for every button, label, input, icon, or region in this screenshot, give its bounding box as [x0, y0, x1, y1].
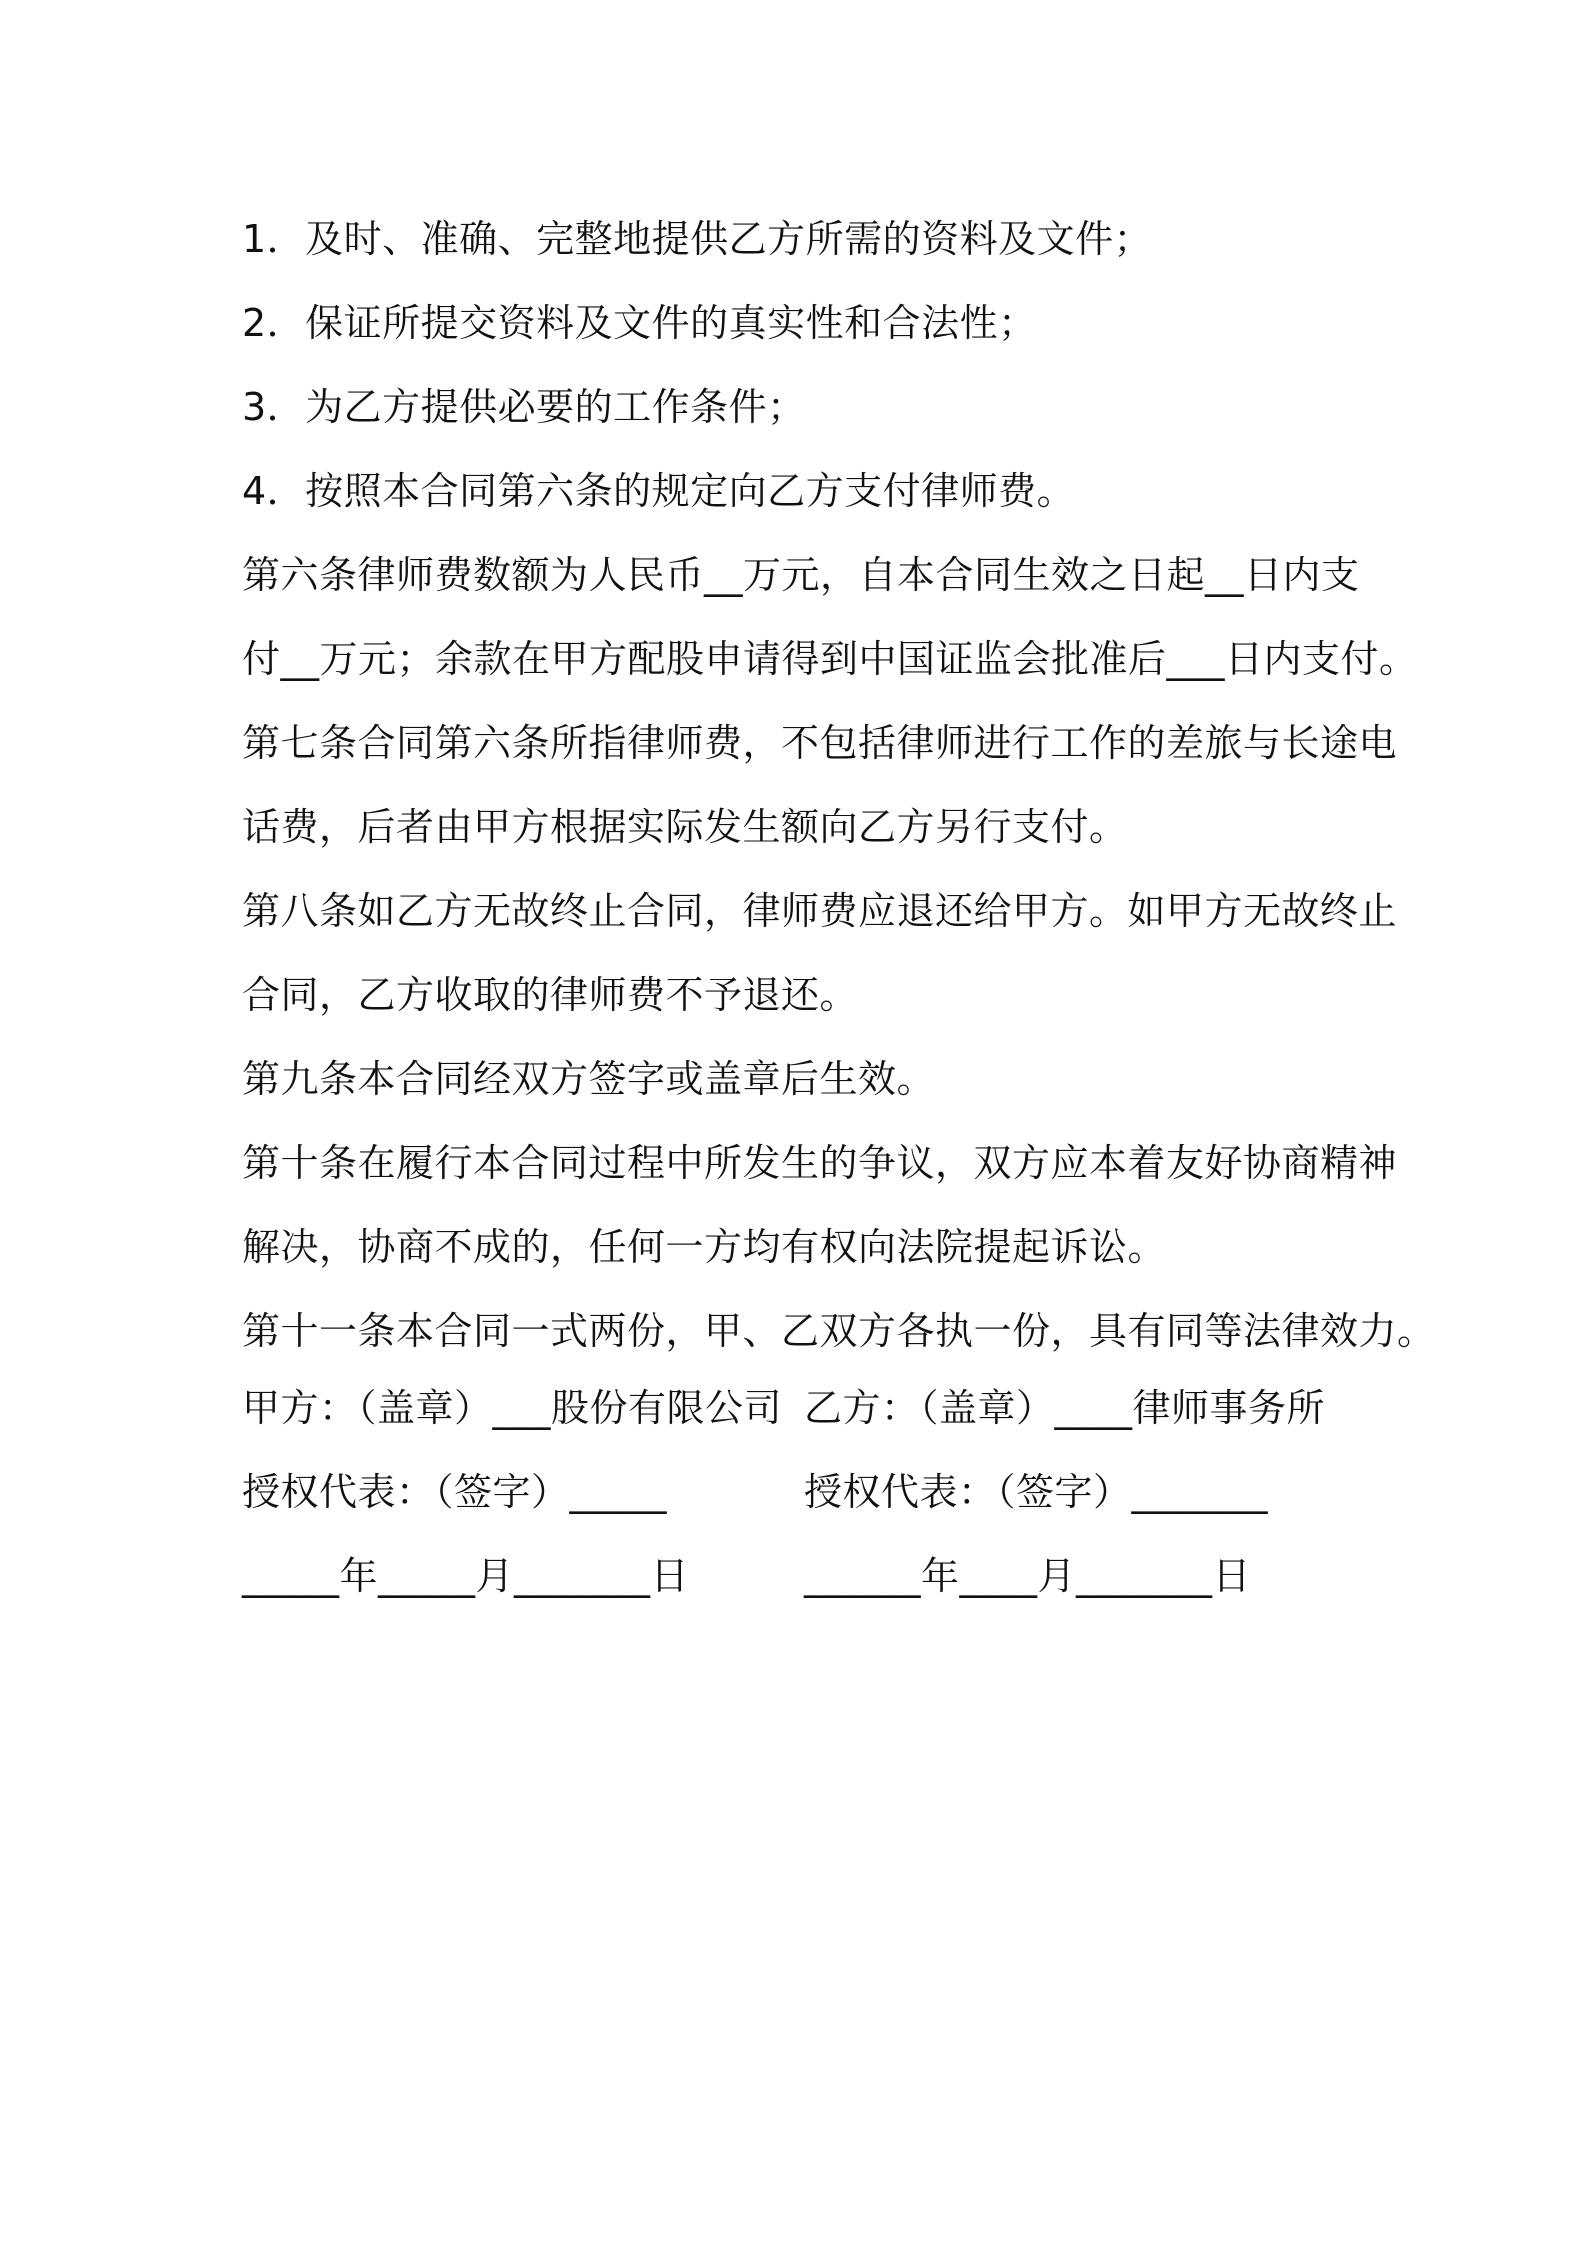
clause-item-2: 2．保证所提交资料及文件的真实性和合法性；	[242, 301, 1037, 345]
clause-item-4: 4．按照本合同第六条的规定向乙方支付律师费。	[242, 469, 1076, 513]
article-7-line-1: 第七条合同第六条所指律师费，不包括律师进行工作的差旅与长途电	[242, 721, 1398, 765]
signature-block	[242, 1366, 1382, 1618]
party-a-date: _____年_____月_______日	[242, 1554, 690, 1598]
representative-row	[242, 1450, 1382, 1534]
article-8-line-2: 合同，乙方收取的律师费不予退还。	[242, 973, 859, 1017]
party-a-representative: 授权代表：（签字）_____	[242, 1470, 668, 1514]
date-row	[242, 1534, 1382, 1618]
party-b-seal: 乙方：（盖章）____律师事务所	[804, 1386, 1326, 1430]
clause-item-1: 1．及时、准确、完整地提供乙方所需的资料及文件；	[242, 217, 1153, 261]
article-11-line: 第十一条本合同一式两份，甲、乙双方各执一份，具有同等法律效力。	[242, 1309, 1436, 1353]
clause-item-3: 3．为乙方提供必要的工作条件；	[242, 385, 806, 429]
article-9-line: 第九条本合同经双方签字或盖章后生效。	[242, 1057, 936, 1101]
seal-row	[242, 1366, 1382, 1450]
article-10-line-2: 解决，协商不成的，任何一方均有权向法院提起诉讼。	[242, 1225, 1167, 1269]
party-b-date: ______年____月_______日	[804, 1554, 1252, 1598]
article-10-line-1: 第十条在履行本合同过程中所发生的争议，双方应本着友好协商精神	[242, 1141, 1398, 1185]
party-b-representative: 授权代表：（签字）_______	[804, 1470, 1269, 1514]
article-6-line-1: 第六条律师费数额为人民币__万元，自本合同生效之日起__日内支	[242, 553, 1360, 597]
article-6-line-2: 付__万元；余款在甲方配股申请得到中国证监会批准后___日内支付。	[242, 637, 1418, 681]
article-8-line-1: 第八条如乙方无故终止合同，律师费应退还给甲方。如甲方无故终止	[242, 889, 1398, 933]
article-7-line-2: 话费，后者由甲方根据实际发生额向乙方另行支付。	[242, 805, 1128, 849]
contract-body	[242, 197, 1436, 1373]
party-a-seal: 甲方：（盖章）___股份有限公司	[242, 1386, 783, 1430]
